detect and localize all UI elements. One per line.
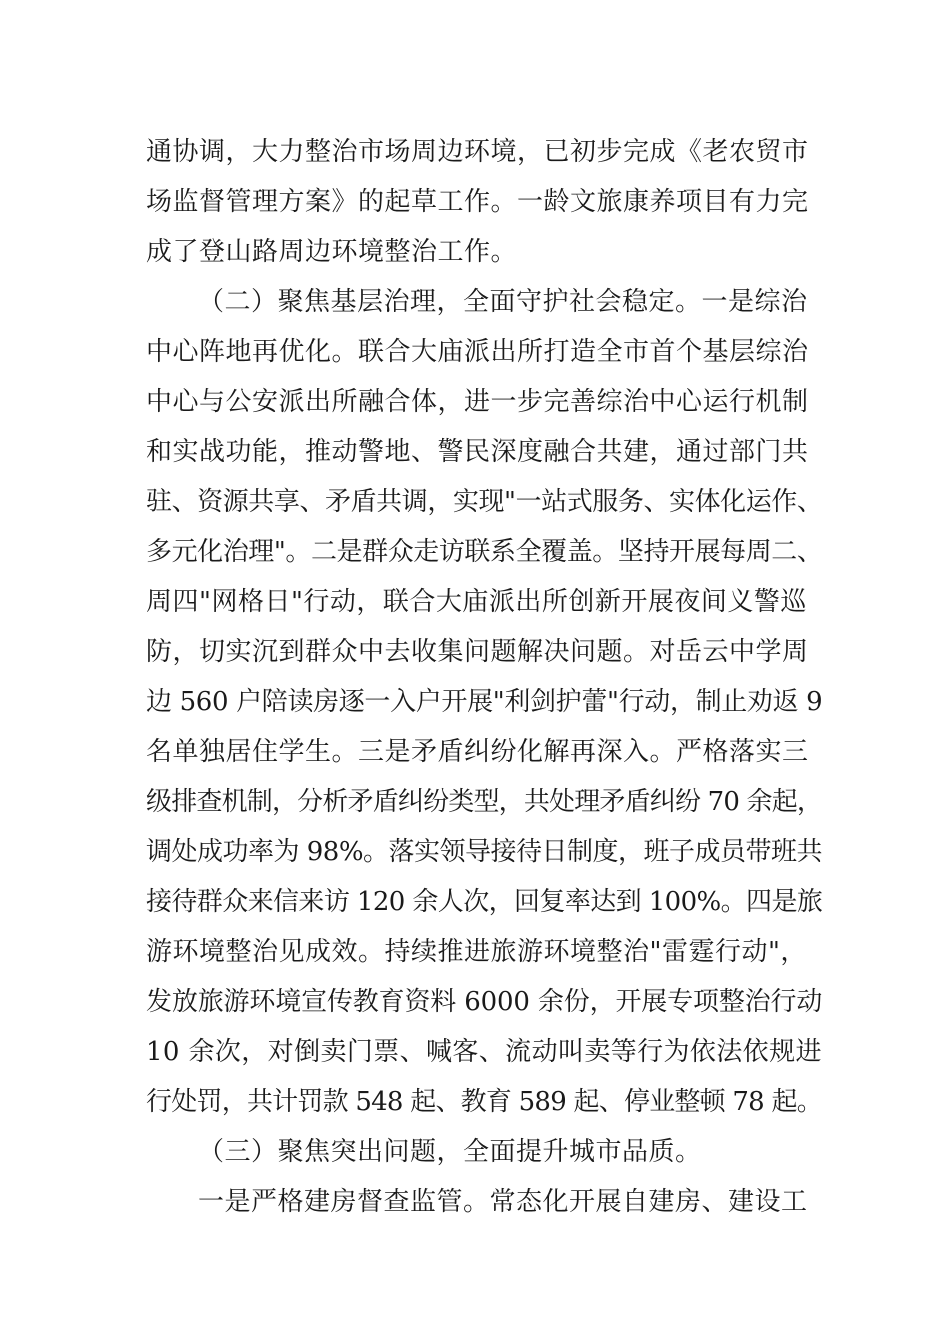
text-line: 行处罚，共计罚款 548 起、教育 589 起、停业整顿 78 起。 (146, 1087, 822, 1117)
text-line: 成了登山路周边环境整治工作。 (146, 237, 518, 267)
text-line: 驻、资源共享、矛盾共调，实现"一站式服务、实体化运作、 (146, 487, 823, 517)
text-line: 10 余次，对倒卖门票、喊客、流动叫卖等行为依法依规进 (146, 1037, 822, 1067)
text-line: 发放旅游环境宣传教育资料 6000 余份，开展专项整治行动 (146, 987, 823, 1017)
text-line: 一是严格建房督查监管。常态化开展自建房、建设工 (198, 1187, 808, 1217)
text-line: 中心与公安派出所融合体，进一步完善综治中心运行机制 (146, 387, 809, 417)
text-line: 和实战功能，推动警地、警民深度融合共建，通过部门共 (146, 437, 809, 467)
text-line: 级排查机制，分析矛盾纠纷类型，共处理矛盾纠纷 70 余起， (146, 787, 823, 817)
text-line: 周四"网格日"行动，联合大庙派出所创新开展夜间义警巡 (146, 587, 807, 617)
text-line: 场监督管理方案》的起草工作。一龄文旅康养项目有力完 (146, 187, 809, 217)
section-heading: （三）聚焦突出问题，全面提升城市品质。 (198, 1137, 702, 1167)
section-heading: （二）聚焦基层治理，全面守护社会稳定。一是综治 (198, 287, 808, 317)
text-line: 接待群众来信来访 120 余人次，回复率达到 100%。四是旅 (146, 887, 823, 917)
text-line: 调处成功率为 98%。落实领导接待日制度，班子成员带班共 (146, 837, 823, 867)
text-line: 多元化治理"。二是群众走访联系全覆盖。坚持开展每周二、 (146, 537, 823, 567)
text-line: 游环境整治见成效。持续推进旅游环境整治"雷霆行动"， (146, 937, 807, 967)
text-line: 名单独居住学生。三是矛盾纠纷化解再深入。严格落实三 (146, 737, 809, 767)
text-line: 通协调，大力整治市场周边环境，已初步完成《老农贸市 (146, 137, 809, 167)
text-line: 防，切实沉到群众中去收集问题解决问题。对岳云中学周 (146, 637, 809, 667)
text-line: 中心阵地再优化。联合大庙派出所打造全市首个基层综治 (146, 337, 809, 367)
text-line: 边 560 户陪读房逐一入户开展"利剑护蕾"行动，制止劝返 9 (146, 687, 823, 717)
